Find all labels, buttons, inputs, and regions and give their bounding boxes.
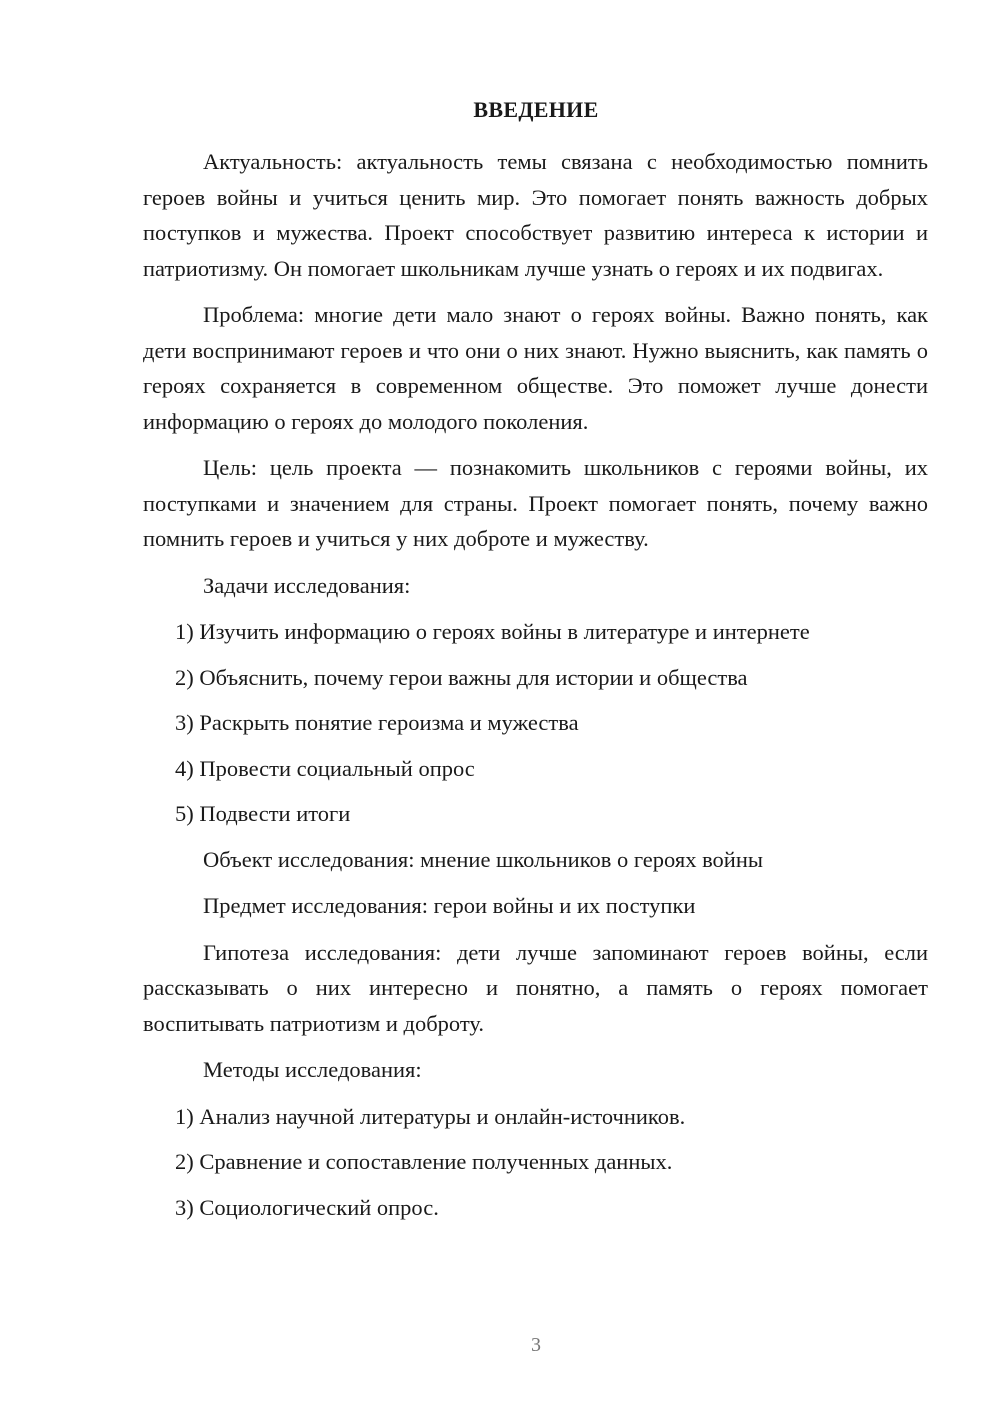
methods-list bbox=[143, 1099, 928, 1226]
list-item: 1) Изучить информацию о героях войны в литературе и интернете bbox=[175, 619, 810, 644]
subject-paragraph: Предмет исследования: герои войны и их поступки bbox=[203, 893, 696, 918]
tasks-list bbox=[143, 614, 928, 832]
object-paragraph: Объект исследования: мнение школьников о героях войны bbox=[203, 846, 763, 872]
relevance-paragraph: Актуальность: актуальность темы связана с необходимостью помнить героев войны и учиться ценить мир. Это помогает понять важность добрых поступков и мужества. Проект способствует развитию интереса к истории и патриотизму. Он помогает школьникам лучше узнать о героях и их подвигах. bbox=[143, 149, 928, 281]
page-title: ВВЕДЕНИЕ bbox=[473, 97, 599, 122]
list-item: 2) Сравнение и сопоставление полученных данных. bbox=[175, 1149, 673, 1174]
methods-heading: Методы исследования: bbox=[203, 1057, 422, 1082]
tasks-heading: Задачи исследования: bbox=[203, 572, 411, 598]
goal-paragraph: Цель: цель проекта — познакомить школьников с героями войны, их поступками и значением для страны. Проект помогает понять, почему важно помнить героев и учиться у них доброте и мужеству. bbox=[143, 455, 928, 551]
list-item: 4) Провести социальный опрос bbox=[175, 755, 475, 781]
problem-paragraph: Проблема: многие дети мало знают о героях войны. Важно понять, как дети воспринимают героев и что они о них знают. Нужно выяснить, как память о героях сохраняется в современном обществе. Это поможет лучше донести информацию о героях до молодого поколения. bbox=[143, 302, 928, 434]
list-item: 2) Объяснить, почему герои важны для истории и общества bbox=[175, 664, 748, 690]
document-body bbox=[143, 144, 928, 1235]
list-item: 3) Социологический опрос. bbox=[175, 1194, 439, 1220]
list-item: 5) Подвести итоги bbox=[175, 801, 351, 826]
hypothesis-paragraph: Гипотеза исследования: дети лучше запоминают героев войны, если рассказывать о них интересно и понятно, а память о героях помогает воспитывать патриотизм и доброту. bbox=[143, 939, 928, 1036]
list-item: 3) Раскрыть понятие героизма и мужества bbox=[175, 710, 579, 735]
list-item: 1) Анализ научной литературы и онлайн-источников. bbox=[175, 1103, 686, 1129]
page-number: 3 bbox=[531, 1334, 541, 1356]
